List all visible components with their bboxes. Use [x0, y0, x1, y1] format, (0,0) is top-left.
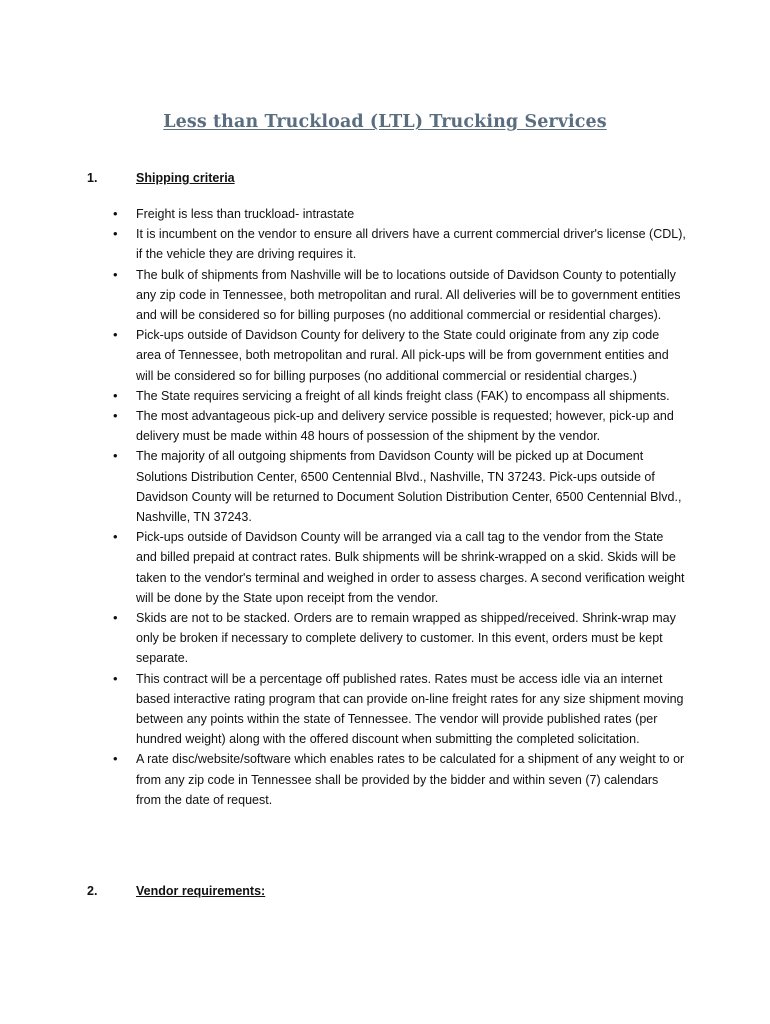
bullet-icon: •	[113, 529, 118, 545]
list-item-text: The bulk of shipments from Nashville will be to locations outside of Davidson County to potentially any zip code in Tennessee, both metropolitan and rural. All deliveries will be to government entities and will be considered so for billing purposes (no additional commercial or residential charges).	[136, 267, 681, 323]
list-item	[111, 406, 686, 446]
bullet-icon: •	[113, 206, 118, 221]
list-item-text: A rate disc/website/software which enables rates to be calculated for a shipment of any weight to or from any zip code in Tennessee shall be provided by the bidder and within seven (7) calendars from the date of request.	[136, 752, 685, 807]
bullet-icon: •	[113, 610, 118, 626]
list-item-text: It is incumbent on the vendor to ensure all drivers have a current commercial driver's license (CDL), if the vehicle they are driving requires it.	[136, 227, 686, 262]
list-item-text: The most advantageous pick-up and delivery service possible is requested; however, pick-up and delivery must be made within 48 hours of possession of the shipment by the vendor.	[136, 409, 674, 444]
list-item	[111, 446, 686, 527]
bullet-icon: •	[113, 266, 118, 282]
bullet-icon: •	[113, 670, 118, 686]
list-item	[111, 527, 686, 608]
bullet-icon: •	[113, 226, 118, 242]
list-item	[111, 749, 686, 810]
shipping-criteria-list	[111, 204, 686, 810]
list-item	[111, 224, 686, 264]
list-item-text: The State requires servicing a freight of all kinds freight class (FAK) to encompass all shipments.	[136, 388, 670, 403]
section-heading: Shipping criteria	[136, 171, 235, 185]
list-item-text: Skids are not to be stacked. Orders are to remain wrapped as shipped/received. Shrink-wrap may only be broken if necessary to complete delivery to customer. In this event, orders must be kept separate.	[136, 611, 676, 666]
section-number: 1.	[87, 171, 98, 185]
list-item-text: Freight is less than truckload- intrastate	[136, 207, 355, 221]
list-item	[111, 608, 686, 669]
list-item-text: This contract will be a percentage off published rates. Rates must be access idle via an internet based interactive rating program that can provide on-line freight rates for any size shipment moving between any points within the state of Tennessee. The vendor will provide published rates (per hundred weight) along with the offered discount when submitting the completed solicitation.	[136, 671, 684, 747]
list-item	[111, 386, 686, 406]
list-item-text: Pick-ups outside of Davidson County for delivery to the State could originate from any zip code area of Tennessee, both metropolitan and rural. All pick-ups will be from government entities and will be considered so for billing purposes (no additional commercial or residential charges.)	[136, 328, 669, 383]
list-item-text: Pick-ups outside of Davidson County will be arranged via a call tag to the vendor from the State and billed prepaid at contract rates. Bulk shipments will be shrink-wrapped on a skid. Skids will be taken to the vendor's terminal and weighed in order to assess charges. A second verification weight will be done by the State upon receipt from the vendor.	[136, 530, 685, 605]
bullet-icon: •	[113, 408, 118, 424]
list-item	[111, 265, 686, 326]
list-item	[111, 204, 686, 224]
list-item	[111, 325, 686, 386]
bullet-icon: •	[113, 387, 118, 403]
bullet-icon: •	[113, 448, 118, 464]
section-heading: Vendor requirements:	[136, 884, 266, 898]
bullet-icon: •	[113, 327, 118, 343]
document-title: Less than Truckload (LTL) Trucking Services	[163, 112, 607, 132]
section-number: 2.	[87, 884, 98, 898]
list-item-text: The majority of all outgoing shipments from Davidson County will be picked up at Document Solutions Distribution Center, 6500 Centennial Blvd., Nashville, TN 37243. Pick-ups outside of Davidson County will be returned to Document Solution Distribution Center, 6500 Centennial Blvd., Nashville, TN 37243.	[136, 449, 682, 525]
bullet-icon: •	[113, 751, 118, 767]
list-item	[111, 669, 686, 750]
